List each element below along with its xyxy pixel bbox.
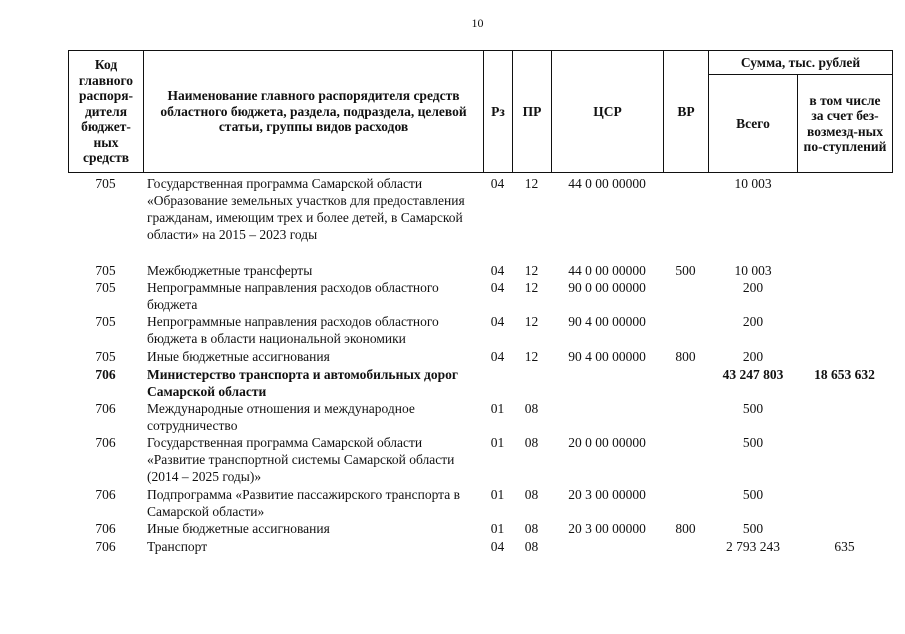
cell-bez: 18 653 632 (814, 367, 875, 382)
header-pr: ПР (512, 50, 552, 173)
cell-csr: 20 0 00 00000 (568, 435, 646, 450)
cell-kod: 706 (95, 539, 116, 554)
cell-kod: 706 (95, 521, 116, 536)
cell-total: 10 003 (734, 263, 772, 278)
cell-name: Иные бюджетные ассигнования (147, 349, 330, 364)
cell-total: 200 (742, 314, 764, 329)
cell-name: Иные бюджетные ассигнования (147, 521, 330, 536)
header-bez: в том числе за счет без-возмезд-ных по-ступлений (797, 74, 893, 173)
cell-rz: 01 (490, 521, 505, 536)
cell-total: 500 (742, 521, 764, 536)
cell-bez: 635 (834, 539, 855, 554)
cell-csr: 44 0 00 00000 (568, 176, 646, 191)
cell-total: 2 793 243 (726, 539, 780, 554)
cell-kod: 706 (95, 487, 116, 502)
cell-rz: 04 (490, 539, 505, 554)
cell-csr: 44 0 00 00000 (568, 263, 646, 278)
cell-pr: 12 (524, 176, 539, 191)
cell-csr: 90 4 00 00000 (568, 314, 646, 329)
cell-vr: 800 (675, 349, 696, 364)
cell-name: Подпрограмма «Развитие пассажирского транспорта в Самарской области» (147, 487, 460, 519)
header-sum: Сумма, тыс. рублей (708, 50, 893, 75)
page-number: 10 (471, 16, 484, 30)
cell-name: Непрограммные направления расходов областного бюджета в области национальной экономики (147, 314, 439, 346)
cell-name: Государственная программа Самарской области «Развитие транспортной системы Самарской области (2014 – 2025 годы)» (147, 435, 455, 484)
cell-kod: 705 (95, 314, 116, 329)
cell-rz: 01 (490, 401, 505, 416)
cell-rz: 04 (490, 280, 505, 295)
cell-kod: 706 (95, 435, 116, 450)
cell-pr: 12 (524, 314, 539, 329)
header-name: Наименование главного распорядителя средств областного бюджета, раздела, подраздела, целевой статьи, группы видов расходов (143, 50, 484, 173)
cell-pr: 12 (524, 349, 539, 364)
cell-total: 200 (742, 280, 764, 295)
cell-name: Межбюджетные трансферты (147, 263, 313, 278)
cell-pr: 08 (524, 487, 539, 502)
cell-vr: 800 (675, 521, 696, 536)
cell-rz: 01 (490, 487, 505, 502)
header-rz: Рз (483, 50, 513, 173)
cell-pr: 12 (524, 280, 539, 295)
cell-pr: 08 (524, 401, 539, 416)
cell-name: Государственная программа Самарской области «Образование земельных участков для предоставления гражданам, имеющим трех и более детей, в Самарской области» на 2015 – 2023 годы (147, 176, 465, 242)
cell-rz: 04 (490, 263, 505, 278)
cell-csr: 20 3 00 00000 (568, 521, 646, 536)
cell-csr: 90 4 00 00000 (568, 349, 646, 364)
header-csr: ЦСР (551, 50, 664, 173)
cell-kod: 705 (95, 263, 116, 278)
header-kod: Код главного распоря-дителя бюджет-ных средств (68, 50, 144, 173)
cell-kod: 706 (95, 401, 116, 416)
header-vr: ВР (663, 50, 709, 173)
cell-total: 500 (742, 401, 764, 416)
cell-total: 500 (742, 435, 764, 450)
cell-csr: 20 3 00 00000 (568, 487, 646, 502)
cell-pr: 08 (524, 539, 539, 554)
cell-kod: 705 (95, 176, 116, 191)
cell-total: 200 (742, 349, 764, 364)
cell-rz: 01 (490, 435, 505, 450)
header-total: Всего (708, 74, 798, 173)
cell-total: 43 247 803 (722, 367, 784, 382)
cell-pr: 08 (524, 521, 539, 536)
cell-pr: 12 (524, 263, 539, 278)
cell-rz: 04 (490, 314, 505, 329)
cell-kod: 705 (95, 349, 116, 364)
cell-name: Международные отношения и международное сотрудничество (147, 401, 415, 433)
cell-name: Непрограммные направления расходов областного бюджета (147, 280, 439, 312)
cell-vr: 500 (675, 263, 696, 278)
cell-total: 500 (742, 487, 764, 502)
cell-total: 10 003 (734, 176, 772, 191)
cell-kod: 705 (95, 280, 116, 295)
cell-name: Министерство транспорта и автомобильных дорог Самарской области (147, 367, 458, 399)
cell-rz: 04 (490, 176, 505, 191)
cell-csr: 90 0 00 00000 (568, 280, 646, 295)
cell-pr: 08 (524, 435, 539, 450)
cell-kod: 706 (95, 367, 116, 382)
cell-rz: 04 (490, 349, 505, 364)
cell-name: Транспорт (147, 539, 208, 554)
